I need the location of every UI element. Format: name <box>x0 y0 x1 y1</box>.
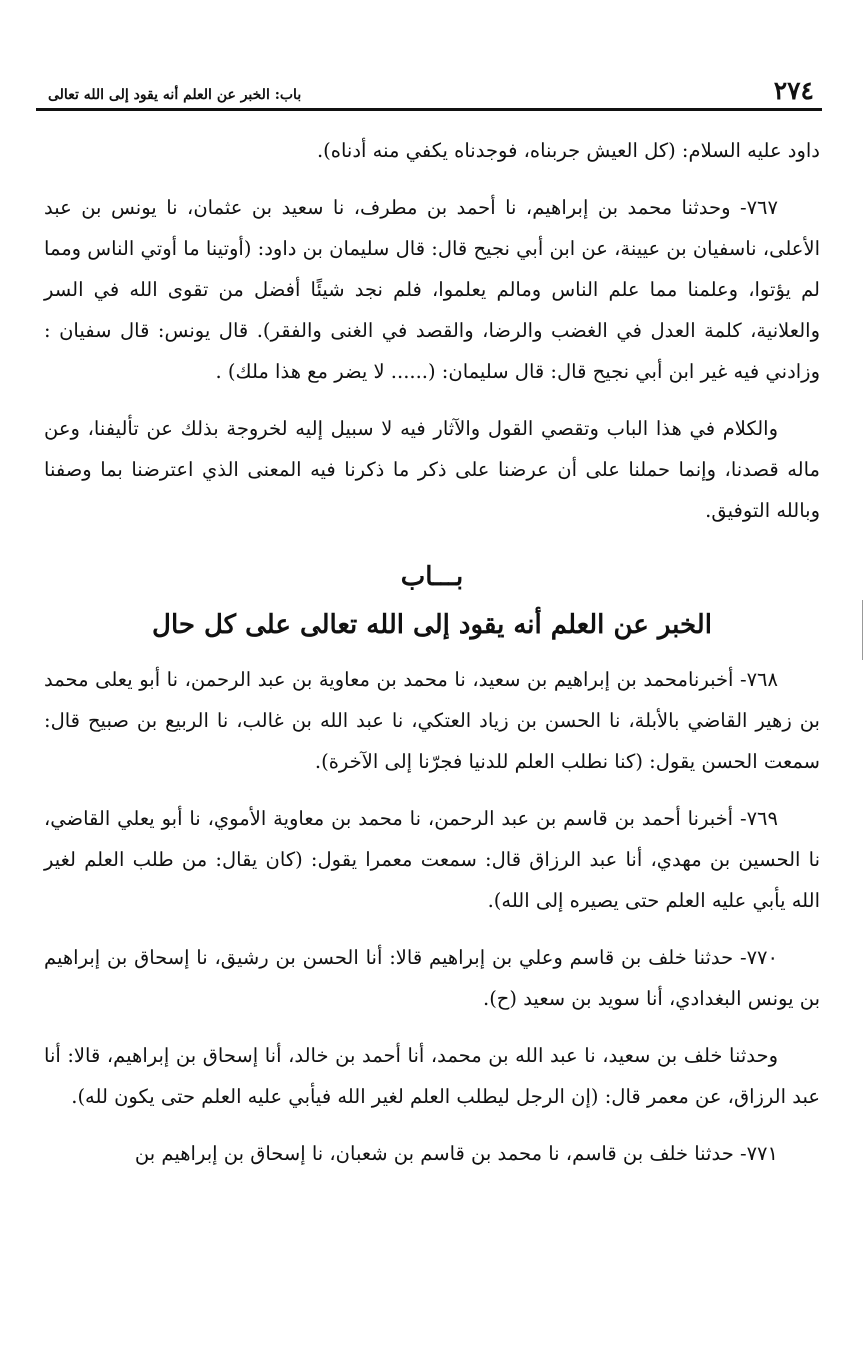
page-number: ٢٧٤ <box>773 76 814 105</box>
chapter-label: بـــاب <box>400 562 464 592</box>
hadith-767: ٧٦٧- وحدثنا محمد بن إبراهيم، نا أحمد بن مطرف، نا سعيد بن عثمان، نا يونس بن عبد الأعلى، ناسفيان بن عيينة، عن ابن أبي نجيح قال: قال سليمان بن داود: (أوتينا ما أوتي الناس ومما لم يؤتوا، وعلمنا مما علم الناس ومالم يعلموا، فلم نجد شيئًا أفضل من تقوى الله في السر والعلانية، كلمة العدل في الغضب والرضا، والقصد في الغنى والفقر). قال يونس: قال سفيان : وزادني فيه غير ابن أبي نجيح قال: قال سليمان: (...... لا يضر مع هذا ملك) . <box>44 196 820 383</box>
header-rule <box>36 108 822 111</box>
scan-edge-mark <box>862 600 863 660</box>
running-title: باب: الخبر عن العلم أنه يقود إلى الله تعالى <box>48 87 302 103</box>
page-header <box>48 72 814 106</box>
commentary-paragraph: والكلام في هذا الباب وتقصي القول والآثار فيه لا سبيل إليه لخروجة بذلك عن تأليفنا، وعن ماله قصدنا، وإنما حملنا على أن عرضنا على ذكر ما ذكرنا فيه المعنى الذي اعترضنا بما وصفنا وبالله التوفيق. <box>44 417 820 522</box>
hadith-770: ٧٧٠- حدثنا خلف بن قاسم وعلي بن إبراهيم قالا: أنا الحسن بن رشيق، نا إسحاق بن إبراهيم بن يونس البغدادي، أنا سويد بن سعيد (ح). <box>44 946 820 1010</box>
paragraph-continuation: داود عليه السلام: (كل العيش جربناه، فوجدناه يكفي منه أدناه). <box>316 139 820 162</box>
page-body <box>44 130 820 1174</box>
hadith-770-chain: وحدثنا خلف بن سعيد، نا عبد الله بن محمد، أنا أحمد بن خالد، أنا إسحاق بن إبراهيم، قالا: أنا عبد الرزاق، عن معمر قال: (إن الرجل ليطلب العلم لغير الله فيأبي عليه العلم حتى يكون لله). <box>44 1044 820 1108</box>
hadith-771: ٧٧١- حدثنا خلف بن قاسم، نا محمد بن قاسم بن شعبان، نا إسحاق بن إبراهيم بن <box>134 1142 778 1165</box>
chapter-title: الخبر عن العلم أنه يقود إلى الله تعالى على كل حال <box>152 610 712 640</box>
hadith-768: ٧٦٨- أخبرنامحمد بن إبراهيم بن سعيد، نا محمد بن معاوية بن عبد الرحمن، نا أبو يعلى محمد بن زهير القاضي بالأبلة، نا الحسن بن زياد العتكي، نا عبد الله بن غالب، نا الربيع بن صبيح قال: سمعت الحسن يقول: (كنا نطلب العلم للدنيا فجرّنا إلى الآخرة). <box>44 668 820 773</box>
hadith-769: ٧٦٩- أخبرنا أحمد بن قاسم بن عبد الرحمن، نا محمد بن معاوية الأموي، نا أبو يعلي القاضي، نا الحسين بن مهدي، أنا عبد الرزاق قال: سمعت معمرا يقول: (كان يقال: من طلب العلم لغير الله يأبي عليه العلم حتى يصيره إلى الله). <box>44 807 820 912</box>
